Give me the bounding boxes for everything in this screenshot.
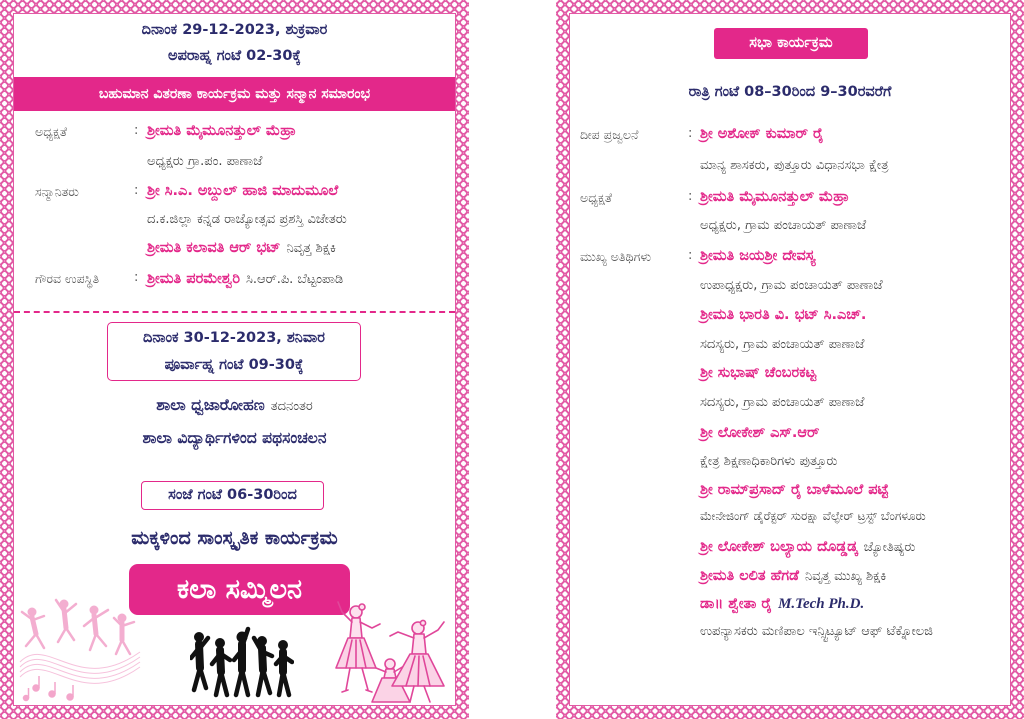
guest-role: ನಿವೃತ್ತ ಮುಖ್ಯ ಶಿಕ್ಷಕಿ [804,569,887,584]
evening-time-box: ಸಂಜೆ ಗಂಟೆ 06-30ರಿಂದ [141,481,324,510]
presence-label: ಗೌರವ ಉಪಸ್ಥಿತಿ [35,271,100,286]
presided-role: ಅಧ್ಯಕ್ಷರು, ಗ್ರಾಮ ಪಂಚಾಯತ್ ಪಾಣಾಜೆ [700,218,867,233]
guest-role: ಉಪನ್ಯಾಸಕರು ಮಣಿಪಾಲ ಇನ್ಸ್ಟಿಟ್ಯೂಟ್ ಆಫ್ ಟೆಕ್ನೋಲಜಿ [700,624,933,639]
cultural-program-heading: ಮಕ್ಕಳಿಂದ ಸಾಂಸ್ಕೃತಿಕ ಕಾರ್ಯಕ್ರಮ [131,527,338,549]
guest-role: ಸದಸ್ಯರು, ಗ್ರಾಮ ಪಂಚಾಯತ್ ಪಾಣಾಜೆ [700,337,865,352]
honoured-person-line [147,237,336,257]
day2-date: ದಿನಾಂಕ 30-12-2023, ಶನಿವಾರ [143,330,325,346]
separator-colon: : [134,123,139,138]
session-time: ರಾತ್ರಿ ಗಂಟೆ 08–30ರಿಂದ 9–30ರವರೆಗೆ [688,84,892,100]
award-ceremony-banner: ಬಹುಮಾನ ವಿತರಣಾ ಕಾರ್ಯಕ್ರಮ ಮತ್ತು ಸನ್ಮಾನ ಸಮಾರಂಭ [14,77,455,111]
lamp-lighting-label: ದೀಪ ಪ್ರಜ್ವಲನೆ [580,127,639,142]
honoured-name: ಶ್ರೀಮತಿ ಕಲಾವತಿ ಆರ್ ಭಟ್ [147,240,281,256]
guest-name: ಶ್ರೀ ಸುಭಾಷ್ ಚೆಂಬರಕಟ್ಟ [700,365,817,381]
day2-time: ಪೂರ್ವಾಹ್ನ ಗಂಟೆ 09-30ಕ್ಕೆ [164,357,304,373]
invitation-page-left [0,0,469,719]
flag-hoisting-line [14,395,455,415]
invitation-page-right [556,0,1024,719]
honoured-name: ಶ್ರೀ ಸಿ.ಎ. ಅಬ್ದುಲ್ ಹಾಜಿ ಮಾದುಮೂಲೆ [147,183,339,199]
guest-name: ಶ್ರೀಮತಿ ಲಲಿತ ಹೆಗಡೆ [700,568,799,584]
guest-line [700,565,886,585]
presided-role: ಅಧ್ಯಕ್ಷರು ಗ್ರಾ.ಪಂ. ಪಾಣಾಜೆ [147,154,263,169]
presided-name: ಶ್ರೀಮತಿ ಮೈಮೂನತ್ತುಲ್ ಮೆಹ್ರಾ [147,123,297,139]
faded-dancers-illustration [18,596,142,704]
guest-name: ಶ್ರೀ ಲೋಕೇಶ್ ಎಸ್.ಆರ್ [700,425,820,441]
session-heading: ಸಭಾ ಕಾರ್ಯಕ್ರಮ [714,28,868,59]
presence-person-line [147,268,343,288]
event-title-badge: ಕಲಾ ಸಮ್ಮಿಲನ [129,564,350,615]
lamp-lighting-role: ಮಾನ್ಯ ಶಾಸಕರು, ಪುತ್ತೂರು ವಿಧಾನಸಭಾ ಕ್ಷೇತ್ರ [700,158,889,173]
presence-name: ಶ್ರೀಮತಿ ಪರಮೇಶ್ವರಿ [147,271,240,287]
guest-role: ಜ್ಯೋತಿಷ್ಯರು [863,540,916,555]
separator-colon: : [688,189,693,204]
day1-time: ಅಪರಾಹ್ನ ಗಂಟೆ 02-30ಕ್ಕೆ [168,48,301,64]
flag-hoisting: ಶಾಲಾ ಧ್ವಜಾರೋಹಣ [156,396,265,414]
lamp-lighting-name: ಶ್ರೀ ಅಶೋಕ್ ಕುಮಾರ್ ರೈ [700,126,824,142]
day1-date: ದಿನಾಂಕ 29-12-2023, ಶುಕ್ರವಾರ [141,22,328,38]
march-past: ಶಾಲಾ ವಿದ್ಯಾರ್ಥಿಗಳಿಂದ ಪಥಸಂಚಲನ [142,429,327,447]
guest-line [700,536,915,556]
guest-name: ಶ್ರೀಮತಿ ಭಾರತಿ ವಿ. ಭಟ್ ಸಿ.ಎಚ್. [700,307,867,323]
guest-line [700,593,864,613]
chief-guests-label: ಮುಖ್ಯ ಅತಿಥಿಗಳು [580,249,652,264]
guest-qualification: M.Tech Ph.D. [778,596,865,612]
honoured-label: ಸನ್ಮಾನಿತರು [35,184,79,199]
guest-name: ಶ್ರೀ ಲೋಕೇಶ್ ಬಲ್ಯಾಯ ದೊಡ್ಡಡ್ಕ [700,539,858,555]
children-silhouettes-illustration [190,626,294,698]
guest-name: ಶ್ರೀ ರಾಮ್‌ಪ್ರಸಾದ್ ರೈ ಬಾಳೆಮೂಲೆ ಪಟ್ಟೆ [700,482,889,498]
separator-colon: : [688,248,693,263]
presided-label: ಅಧ್ಯಕ್ಷತೆ [580,190,612,205]
thereafter-text: ತದನಂತರ [270,399,313,414]
presided-name: ಶ್ರೀಮತಿ ಮೈಮೂನತ್ತುಲ್ ಮೆಹ್ರಾ [700,189,850,205]
separator-colon: : [688,126,693,141]
presided-label: ಅಧ್ಯಕ್ಷತೆ [35,124,67,139]
dashed-divider [14,311,455,313]
guest-role: ಮೇನೇಜಿಂಗ್ ಡೈರೆಕ್ಟರ್ ಸುರಕ್ಷಾ ವೆಲ್ಫೇರ್ ಟ್ರಸ್ಟ್ ಬೆಂಗಳೂರು [700,509,926,523]
guest-name: ಶ್ರೀಮತಿ ಜಯಶ್ರೀ ದೇವಸ್ಯ [700,248,816,264]
guest-name: ಡಾ॥ ಶ್ವೇತಾ ರೈ [700,596,773,612]
day2-schedule-box [107,322,361,381]
presence-role: ಸಿ.ಆರ್.ಪಿ. ಬೆಟ್ಟಂಪಾಡಿ [246,272,344,287]
honoured-role: ದ.ಕ.ಜಿಲ್ಲಾ ಕನ್ನಡ ರಾಜ್ಯೋತ್ಸವ ಪ್ರಶಸ್ತಿ ವಿಜೇತರು [147,212,347,227]
guest-role: ಉಪಾಧ್ಯಕ್ಷರು, ಗ್ರಾಮ ಪಂಚಾಯತ್ ಪಾಣಾಜೆ [700,278,883,293]
guest-role: ಸದಸ್ಯರು, ಗ್ರಾಮ ಪಂಚಾಯತ್ ಪಾಣಾಜೆ [700,395,865,410]
guest-role: ಕ್ಷೇತ್ರ ಶಿಕ್ಷಣಾಧಿಕಾರಿಗಳು ಪುತ್ತೂರು [700,454,838,469]
honoured-role: ನಿವೃತ್ತ ಶಿಕ್ಷಕಿ [286,241,336,256]
classical-dancers-illustration [332,598,448,704]
separator-colon: : [134,270,139,285]
separator-colon: : [134,183,139,198]
